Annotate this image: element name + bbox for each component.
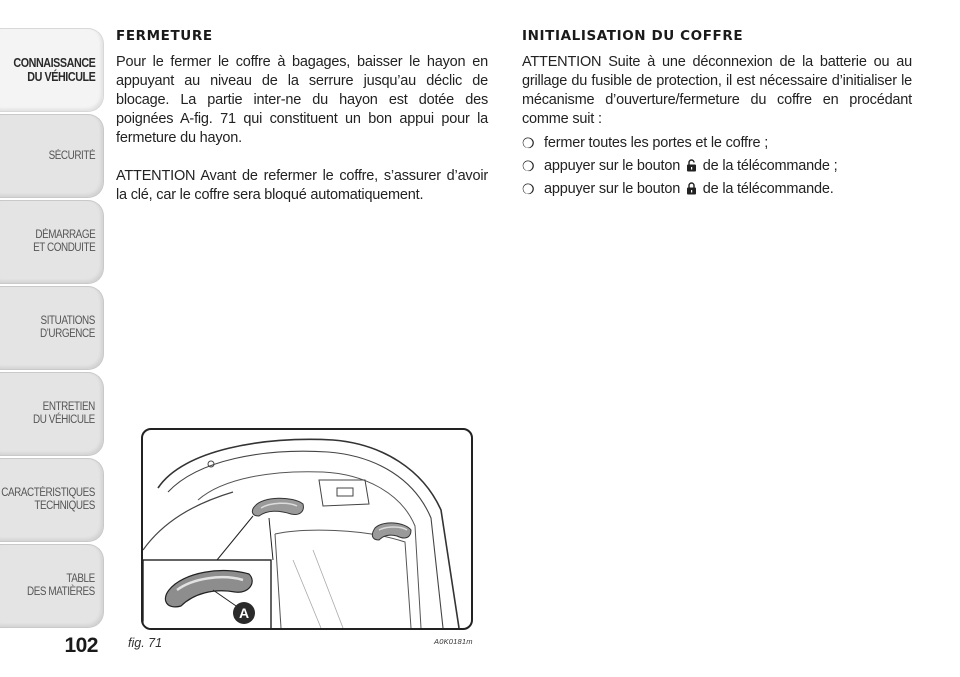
bullet-icon: ❍ <box>522 135 535 151</box>
tab-connaissance-vehicule[interactable] <box>0 28 104 112</box>
tab-entretien-vehicule[interactable] <box>0 372 104 456</box>
tab-label: CARACTÉRISTIQUES TECHNIQUES <box>1 487 95 512</box>
lock-closed-icon <box>686 182 697 195</box>
tab-situations-urgence[interactable] <box>0 286 104 370</box>
trunk-illustration <box>143 430 471 628</box>
list-item-text: de la télécommande ; <box>702 158 838 174</box>
section-heading-fermeture: FERMETURE <box>116 28 213 44</box>
lock-open-icon <box>686 159 697 172</box>
tab-label: SÉCURITÉ <box>48 149 95 162</box>
bullet-icon: ❍ <box>522 181 535 197</box>
paragraph-attention: ATTENTION Avant de refermer le coffre, s’assurer d’avoir la clé, car le coffre sera bloqué automatiquement. <box>116 168 488 203</box>
section-heading-initialisation: INITIALISATION DU COFFRE <box>522 28 744 44</box>
figure-71-trunk-handles <box>141 428 473 630</box>
tab-label: TABLE DES MATIÈRES <box>27 573 95 598</box>
page-number: 102 <box>64 634 98 657</box>
list-item-text: appuyer sur le bouton <box>544 181 681 197</box>
tab-demarrage-conduite[interactable] <box>0 200 104 284</box>
left-column <box>116 28 488 205</box>
list-item-text: fermer toutes les portes et le coffre ; <box>544 135 769 151</box>
figure-code: A0K0181m <box>434 637 473 646</box>
list-item-text: appuyer sur le bouton <box>544 158 681 174</box>
tab-caracteristiques-techniques[interactable] <box>0 458 104 542</box>
callout-marker-a <box>233 602 255 624</box>
bullet-icon: ❍ <box>522 158 535 174</box>
list-item <box>522 134 912 153</box>
paragraph: Pour le fermer le coffre à bagages, baisser le hayon en appuyant au niveau de la serrure jusqu’au déclic de blocage. La partie inter-ne du hayon est dotée des poignées A-fig. 71 qui constituent un bon appui pour la fermeture du hayon. <box>116 54 488 146</box>
bullet-list <box>522 134 912 199</box>
tab-securite[interactable] <box>0 114 104 198</box>
callout-label: A <box>238 605 250 621</box>
figure-caption: fig. 71 <box>128 636 163 650</box>
tab-label: SITUATIONS D’URGENCE <box>40 315 95 340</box>
paragraph-attention: ATTENTION Suite à une déconnexion de la batterie ou au grillage du fusible de protection, il est nécessaire d’initialiser le mécanisme d’ouverture/fermeture du coffre en procédant comme suit : <box>522 54 912 127</box>
list-item-text: de la télécommande. <box>702 181 834 197</box>
tab-label: DÉMARRAGE ET CONDUITE <box>32 229 95 254</box>
right-column <box>522 28 912 203</box>
tab-label: CONNAISSANCE DU VÉHICULE <box>12 56 95 84</box>
list-item <box>522 157 912 176</box>
tab-label: ENTRETIEN DU VÉHICULE <box>33 401 95 426</box>
tab-table-matieres[interactable] <box>0 544 104 628</box>
list-item <box>522 180 912 199</box>
